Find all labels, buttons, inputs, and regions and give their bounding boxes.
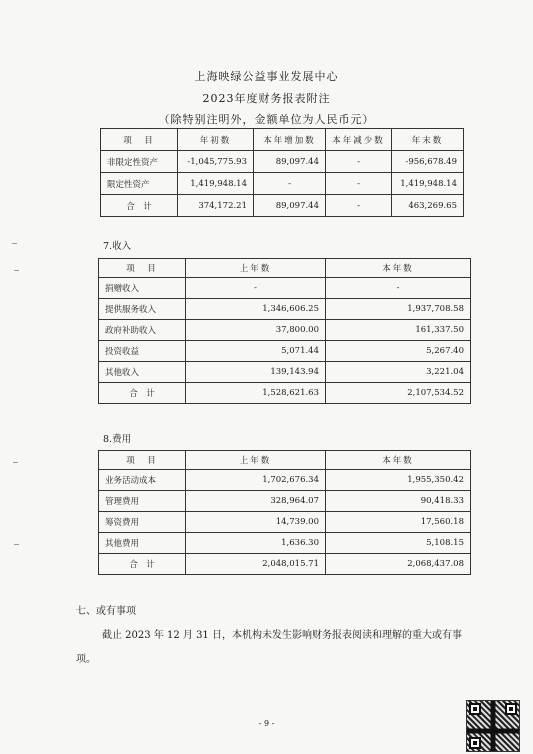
cell-value: -956,678.49 — [392, 151, 464, 173]
scan-mark — [13, 462, 18, 463]
row-label: 筹资费用 — [99, 512, 186, 533]
cell-value: - — [186, 278, 326, 299]
row-label: 政府补助收入 — [99, 320, 186, 341]
cell-value: 2,107,534.52 — [326, 383, 471, 404]
table-row-total — [99, 554, 471, 575]
cell-value: 1,636.30 — [186, 533, 326, 554]
column-header-closing: 年末数 — [392, 129, 464, 151]
column-header-prior-year: 上年数 — [186, 451, 326, 470]
cell-value: - — [326, 151, 392, 173]
row-label: 业务活动成本 — [99, 470, 186, 491]
row-label: 其他费用 — [99, 533, 186, 554]
cell-value: 1,702,676.34 — [186, 470, 326, 491]
table-row — [99, 533, 471, 554]
column-header-increase: 本年增加数 — [254, 129, 326, 151]
cell-value: 3,221.04 — [326, 362, 471, 383]
cell-value: 1,528,621.63 — [186, 383, 326, 404]
contingent-paragraph: 截止 2023 年 12 月 31 日，本机构未发生影响财务报表阅读和理解的重大或有事项。 — [76, 630, 462, 665]
table-row — [99, 299, 471, 320]
unit-note: （除特别注明外，金额单位为人民币元） — [158, 113, 375, 126]
cell-value: 5,267.40 — [326, 341, 471, 362]
table-row-total — [101, 195, 464, 217]
cell-value: - — [326, 195, 392, 217]
table-row — [99, 512, 471, 533]
scan-mark — [12, 243, 17, 244]
cell-value: 1,419,948.14 — [392, 173, 464, 195]
cell-value: 2,048,015.71 — [186, 554, 326, 575]
cell-value: 1,346,606.25 — [186, 299, 326, 320]
expenses-table — [98, 450, 471, 575]
row-label: 非限定性资产 — [101, 151, 178, 173]
cell-value: 463,269.65 — [392, 195, 464, 217]
cell-value: 37,800.00 — [186, 320, 326, 341]
column-header-current-year: 本年数 — [326, 259, 471, 278]
table-row — [99, 491, 471, 512]
cell-value: 139,143.94 — [186, 362, 326, 383]
cell-value: 1,419,948.14 — [178, 173, 254, 195]
cell-value: - — [326, 278, 471, 299]
cell-value: 328,964.07 — [186, 491, 326, 512]
cell-value: -1,045,775.93 — [178, 151, 254, 173]
column-header-prior-year: 上年数 — [186, 259, 326, 278]
cell-value: 161,337.50 — [326, 320, 471, 341]
row-label: 投资收益 — [99, 341, 186, 362]
cell-value: 1,955,350.42 — [326, 470, 471, 491]
row-label: 限定性资产 — [101, 173, 178, 195]
cell-value: 1,937,708.58 — [326, 299, 471, 320]
table-row — [99, 320, 471, 341]
expenses-section-heading: 8.费用 — [103, 434, 132, 445]
cell-value: - — [326, 173, 392, 195]
cell-value: 90,418.33 — [326, 491, 471, 512]
cell-value: 2,068,437.08 — [326, 554, 471, 575]
column-header-current-year: 本年数 — [326, 451, 471, 470]
row-label: 合 计 — [99, 383, 186, 404]
cell-value: 17,560.18 — [326, 512, 471, 533]
cell-value: 374,172.21 — [178, 195, 254, 217]
document-title: 2023年度财务报表附注 — [202, 92, 331, 105]
table-row — [101, 151, 464, 173]
row-label: 合 计 — [101, 195, 178, 217]
cell-value: 14,739.00 — [186, 512, 326, 533]
contingent-section-heading: 七、或有事项 — [76, 606, 136, 617]
table-row-total — [99, 383, 471, 404]
row-label: 合 计 — [99, 554, 186, 575]
organization-name: 上海映绿公益事业发展中心 — [194, 70, 339, 83]
cell-value: 5,108.15 — [326, 533, 471, 554]
cell-value: - — [254, 173, 326, 195]
cell-value: 5,071.44 — [186, 341, 326, 362]
cell-value: 89,097.44 — [254, 195, 326, 217]
table-row — [99, 470, 471, 491]
table-row — [99, 278, 471, 299]
row-label: 管理费用 — [99, 491, 186, 512]
row-label: 捐赠收入 — [99, 278, 186, 299]
row-label: 提供服务收入 — [99, 299, 186, 320]
table-row — [99, 362, 471, 383]
column-header-item: 项 目 — [101, 129, 178, 151]
table-row — [99, 341, 471, 362]
income-table — [98, 258, 471, 404]
column-header-item: 项 目 — [99, 259, 186, 278]
net-assets-changes-table — [100, 128, 464, 217]
scan-mark — [14, 270, 19, 271]
cell-value: 89,097.44 — [254, 151, 326, 173]
row-label: 其他收入 — [99, 362, 186, 383]
column-header-item: 项 目 — [99, 451, 186, 470]
income-section-heading: 7.收入 — [103, 241, 132, 252]
page-number: - 9 - — [258, 719, 275, 728]
column-header-opening: 年初数 — [178, 129, 254, 151]
column-header-decrease: 本年减少数 — [326, 129, 392, 151]
qr-code-icon — [466, 700, 520, 752]
scan-mark — [14, 544, 19, 545]
table-row — [101, 173, 464, 195]
